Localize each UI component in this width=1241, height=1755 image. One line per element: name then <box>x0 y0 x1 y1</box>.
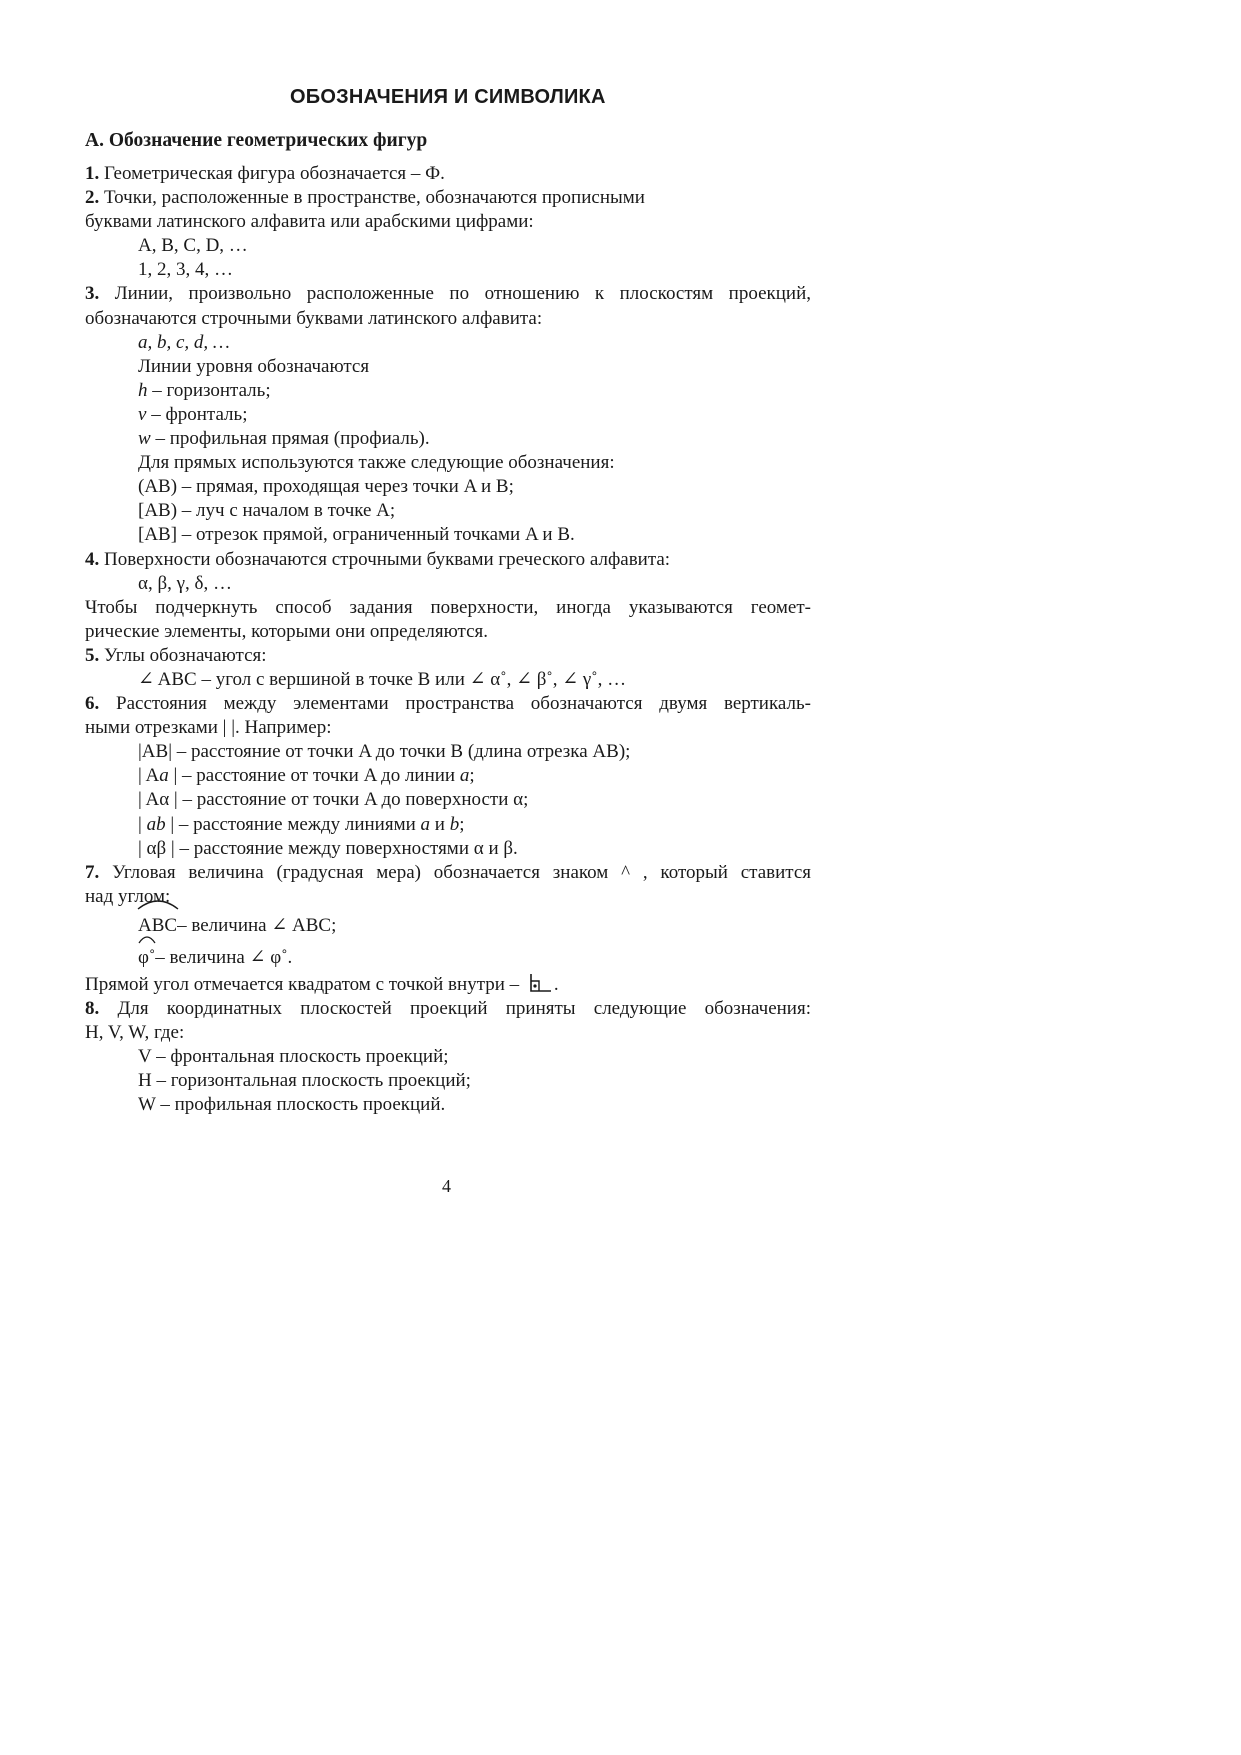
item-number: 3. <box>85 283 100 305</box>
item-8-frontal-plane: V – фронтальная плоскость проекций; <box>138 1046 449 1068</box>
item-8-profile-plane: W – профильная плоскость проекций. <box>138 1094 446 1116</box>
item-number: 1. <box>85 163 100 184</box>
item-2-cont: буквами латинского алфавита или арабскими цифрами: <box>85 211 534 233</box>
page-title: ОБОЗНАЧЕНИЯ И СИМВОЛИКА <box>290 86 606 108</box>
item-3-frontal: v – фронталь; <box>138 403 248 425</box>
item-1: 1. Геометрическая фигура обозначается – Ф. <box>85 163 445 184</box>
item-3: 3. Линии, произвольно расположенные по отношению к плоскостям проекций, <box>85 283 811 305</box>
arc-hat-icon <box>136 895 180 911</box>
item-2-example-letters: A, B, C, D, … <box>138 235 248 257</box>
item-7-angle-phi: φ˚ – величина ∠ φ˚. <box>85 943 811 973</box>
item-8-cont: H, V, W, где: <box>85 1022 185 1044</box>
item-8-horizontal-plane: H – горизонтальная плоскость проекций; <box>138 1070 471 1092</box>
arc-hat-icon <box>137 931 157 945</box>
item-6-distance-point-line: | Aa | – расстояние от точки A до линии a; <box>138 765 475 787</box>
item-5-example: ∠ ABC – угол с вершиной в точке B или ∠ α˚, ∠ β˚, ∠ γ˚, … <box>138 668 627 690</box>
item-3-ray-ab: [AB) – луч с началом в точке A; <box>138 500 396 522</box>
angle-value-phi: φ˚ <box>138 943 155 973</box>
item-4: 4. Поверхности обозначаются строчными буквами греческого алфавита: <box>85 548 671 570</box>
item-7-right-angle: Прямой угол отмечается квадратом с точкой внутри – . <box>85 973 559 995</box>
item-number: 7. <box>85 861 100 883</box>
item-6-distance-point-surface: | Aα | – расстояние от точки A до поверхности α; <box>138 789 529 811</box>
item-3-also: Для прямых используются также следующие обозначения: <box>138 452 615 474</box>
item-number: 8. <box>85 998 100 1019</box>
item-6-cont: ными отрезками | |. Например: <box>85 717 332 739</box>
item-4-note-cont: рические элементы, которыми они определяются. <box>85 620 488 642</box>
item-7-cont: над углом: <box>85 885 171 907</box>
item-6: 6. Расстояния между элементами пространства обозначаются двумя вертикаль- <box>85 693 811 715</box>
page-number: 4 <box>442 1176 451 1196</box>
item-number: 5. <box>85 644 100 666</box>
section-heading: А. Обозначение геометрических фигур <box>85 130 428 151</box>
item-6-distance-lines: | ab | – расстояние между линиями a и b; <box>138 813 465 835</box>
item-4-example: α, β, γ, δ, … <box>138 572 232 594</box>
item-3-cont: обозначаются строчными буквами латинского алфавита: <box>85 307 543 329</box>
item-2: 2. Точки, расположенные в пространстве, обозначаются прописными <box>85 187 645 209</box>
item-3-segment-ab: [AB] – отрезок прямой, ограниченный точками A и B. <box>138 524 575 546</box>
item-3-level-lines: Линии уровня обозначаются <box>138 355 370 377</box>
item-7-angle-abc: ABC – величина ∠ ABC; <box>85 909 811 943</box>
item-6-distance-ab: |AB| – расстояние от точки A до точки B (длина отрезка AB); <box>138 741 631 763</box>
item-5: 5. Углы обозначаются: <box>85 644 267 666</box>
item-3-horizontal: h – горизонталь; <box>138 379 271 401</box>
item-number: 6. <box>85 693 100 715</box>
item-4-note: Чтобы подчеркнуть способ задания поверхности, иногда указываются геомет- <box>85 596 811 618</box>
item-7: 7. Угловая величина (градусная мера) обозначается знаком ^ , который ставится <box>85 861 811 883</box>
item-number: 4. <box>85 548 100 570</box>
right-angle-icon <box>528 973 552 993</box>
item-3-profile: w – профильная прямая (профиаль). <box>138 428 430 450</box>
item-3-example: a, b, c, d, … <box>138 331 230 353</box>
item-6-distance-surfaces: | αβ | – расстояние между поверхностями α и β. <box>138 837 518 859</box>
document-body <box>85 162 811 1117</box>
angle-value-abc: ABC <box>138 909 177 943</box>
item-2-example-digits: 1, 2, 3, 4, … <box>138 259 233 281</box>
item-3-line-ab: (AB) – прямая, проходящая через точки A и B; <box>138 476 514 498</box>
item-number: 2. <box>85 187 100 209</box>
item-8: 8. Для координатных плоскостей проекций приняты следующие обозначения: <box>85 998 811 1019</box>
